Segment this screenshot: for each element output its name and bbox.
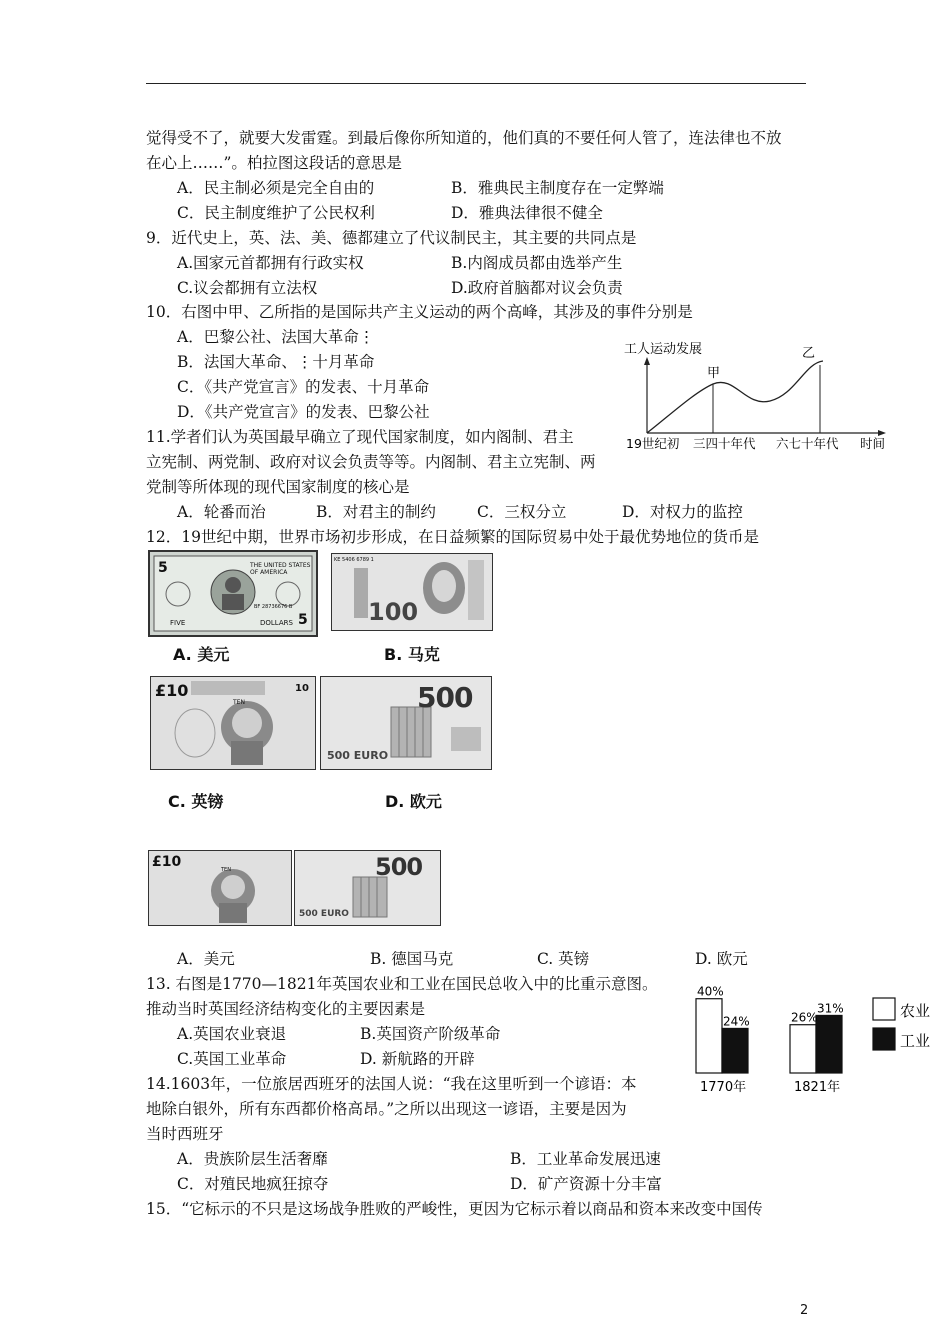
agri-industry-bar-chart	[690, 978, 940, 1103]
q9-option-b[interactable]: B.内阁成员都由选举产生	[451, 254, 623, 272]
q15-stem: 15．“它标示的不只是这场战争胜败的严峻性，更因为它标示着以商品和资本来改变中国传	[146, 1200, 763, 1218]
chart-y-arrow	[644, 357, 650, 365]
gbp-banknote-small	[148, 850, 292, 926]
bar-label-0-1: 24%	[723, 1014, 750, 1029]
chart-series-line	[647, 361, 823, 433]
passage-line-2: 在心上……”。柏拉图这段话的意思是	[146, 154, 402, 172]
q10-option-a[interactable]: A．巴黎公社、法国大革命⋮	[177, 328, 375, 346]
usd-banknote	[148, 550, 318, 637]
usd-corner-number: 5	[158, 560, 168, 576]
legend-label-agriculture: 农业	[900, 1002, 931, 1020]
bar-0-1	[722, 1028, 748, 1073]
q11-option-c[interactable]: C．三权分立	[477, 503, 567, 521]
q12-option-a[interactable]: A．美元	[177, 950, 235, 968]
chart-xtick-1: 19世纪初	[626, 436, 680, 451]
chart-peak-jia: 甲	[707, 366, 721, 381]
q10-option-d[interactable]: D．《共产党宣言》的发表、巴黎公社	[177, 403, 430, 421]
q11-option-b[interactable]: B．对君主的制约	[316, 503, 436, 521]
q14-stem-2: 地除白银外，所有东西都价格高昂。”之所以出现这一谚语，主要是因为	[146, 1100, 627, 1118]
q10-option-b[interactable]: B．法国大革命、⋮十月革命	[177, 353, 375, 371]
q12-option-b[interactable]: B. 德国马克	[370, 950, 454, 968]
gbp-symbol: £10	[155, 681, 189, 700]
passage-line-1: 觉得受不了，就要大发雷霆。到最后像你所知道的，他们真的不要任何人管了，连法律也不放	[146, 129, 782, 147]
header-rule	[146, 83, 806, 84]
chart-xlabel: 时间	[860, 436, 886, 451]
legend-swatch-industry	[873, 1028, 895, 1050]
q8-option-a[interactable]: A．民主制必须是完全自由的	[177, 179, 375, 197]
gbp-small-ten: TEN	[221, 867, 231, 873]
q11-stem-1: 11.学者们认为英国最早确立了现代国家制度，如内阁制、君主	[146, 428, 574, 446]
dm-serial: KE 5406 6789 1	[334, 557, 374, 563]
q13-stem-2: 推动当时英国经济结构变化的主要因素是	[146, 1000, 426, 1018]
caption-usd: A. 美元	[173, 645, 230, 664]
eur-banknote	[320, 676, 492, 770]
q9-option-c[interactable]: C.议会都拥有立法权	[177, 279, 318, 297]
eur-small-label-2: 500 EURO	[299, 909, 349, 919]
q12-option-c[interactable]: C. 英镑	[537, 950, 590, 968]
q13-option-a[interactable]: A.英国农业衰退	[177, 1025, 287, 1043]
q13-option-d[interactable]: D. 新航路的开辟	[360, 1050, 475, 1068]
bar-label-1-1: 31%	[817, 1001, 844, 1016]
eur-small-number: 500	[375, 853, 423, 881]
q14-option-c[interactable]: C．对殖民地疯狂掠夺	[177, 1175, 329, 1193]
gbp-corner-number: 10	[295, 683, 309, 694]
q13-option-b[interactable]: B.英国资产阶级革命	[360, 1025, 501, 1043]
q14-stem-3: 当时西班牙	[146, 1125, 224, 1143]
usd-five: FIVE	[170, 619, 186, 627]
category-label-0: 1770年	[700, 1080, 747, 1095]
q10-stem: 10．右图中甲、乙所指的是国际共产主义运动的两个高峰，其涉及的事件分别是	[146, 303, 693, 321]
usd-title: THE UNITED STATES OF AMERICA	[250, 562, 311, 576]
caption-gbp: C. 英镑	[168, 792, 224, 811]
worker-movement-chart	[620, 335, 910, 460]
q14-option-a[interactable]: A．贵族阶层生活奢靡	[177, 1150, 328, 1168]
q14-stem-1: 14.1603年，一位旅居西班牙的法国人说：“我在这里听到一个谚语：本	[146, 1075, 637, 1093]
caption-dm: B. 马克	[384, 645, 440, 664]
q12-option-d[interactable]: D. 欧元	[695, 950, 748, 968]
bar-label-1-0: 26%	[791, 1010, 818, 1025]
q8-option-b[interactable]: B．雅典民主制度存在一定弊端	[451, 179, 664, 197]
q11-stem-2: 立宪制、两党制、政府对议会负责等等。内阁制、君主立宪制、两	[146, 453, 596, 471]
q13-option-c[interactable]: C.英国工业革命	[177, 1050, 287, 1068]
gbp-banknote	[150, 676, 316, 770]
q9-option-a[interactable]: A.国家元首都拥有行政实权	[177, 254, 364, 272]
q8-option-c[interactable]: C．民主制度维护了公民权利	[177, 204, 375, 222]
dm-large-number: 100	[368, 598, 419, 626]
bar-label-0-0: 40%	[697, 984, 724, 999]
bar-1-1	[816, 1015, 842, 1073]
q11-option-a[interactable]: A．轮番而治	[177, 503, 266, 521]
q12-stem: 12．19世纪中期，世界市场初步形成，在日益频繁的国际贸易中处于最优势地位的货币是	[146, 528, 759, 546]
eur-large-number: 500	[417, 681, 473, 714]
chart-xtick-3: 六七十年代	[776, 436, 839, 451]
gbp-ten: TEN	[233, 699, 245, 706]
chart-ylabel: 工人运动发展	[624, 342, 703, 357]
usd-corner-number-2: 5	[298, 612, 308, 628]
gbp-small-symbol: £10	[152, 854, 182, 870]
bar-0-0	[696, 999, 722, 1073]
dm-banknote	[331, 553, 493, 631]
legend-label-industry: 工业	[900, 1032, 931, 1050]
eur-banknote-small	[294, 850, 441, 926]
q14-option-b[interactable]: B．工业革命发展迅速	[510, 1150, 661, 1168]
q13-stem-1: 13. 右图是1770—1821年英国农业和工业在国民总收入中的比重示意图。	[146, 975, 658, 993]
q9-option-d[interactable]: D.政府首脑都对议会负责	[451, 279, 623, 297]
q11-option-d[interactable]: D．对权力的监控	[622, 503, 743, 521]
bar-1-0	[790, 1025, 816, 1073]
chart-peak-yi: 乙	[802, 346, 816, 361]
q8-option-d[interactable]: D．雅典法律很不健全	[451, 204, 603, 222]
q10-option-c[interactable]: C．《共产党宣言》的发表、十月革命	[177, 378, 430, 396]
usd-dollars: DOLLARS	[260, 619, 293, 627]
caption-eur: D. 欧元	[385, 792, 442, 811]
page-number: 2	[800, 1303, 809, 1318]
q9-stem: 9．近代史上，英、法、美、德都建立了代议制民主，其主要的共同点是	[146, 229, 637, 247]
chart-xtick-2: 三四十年代	[693, 436, 756, 451]
q14-option-d[interactable]: D．矿产资源十分丰富	[510, 1175, 662, 1193]
legend-swatch-agriculture	[873, 998, 895, 1020]
eur-small-label: 500 EURO	[327, 749, 389, 762]
usd-serial: BF 28736676 B	[254, 604, 293, 610]
category-label-1: 1821年	[794, 1080, 841, 1095]
q11-stem-3: 党制等所体现的现代国家制度的核心是	[146, 478, 410, 496]
